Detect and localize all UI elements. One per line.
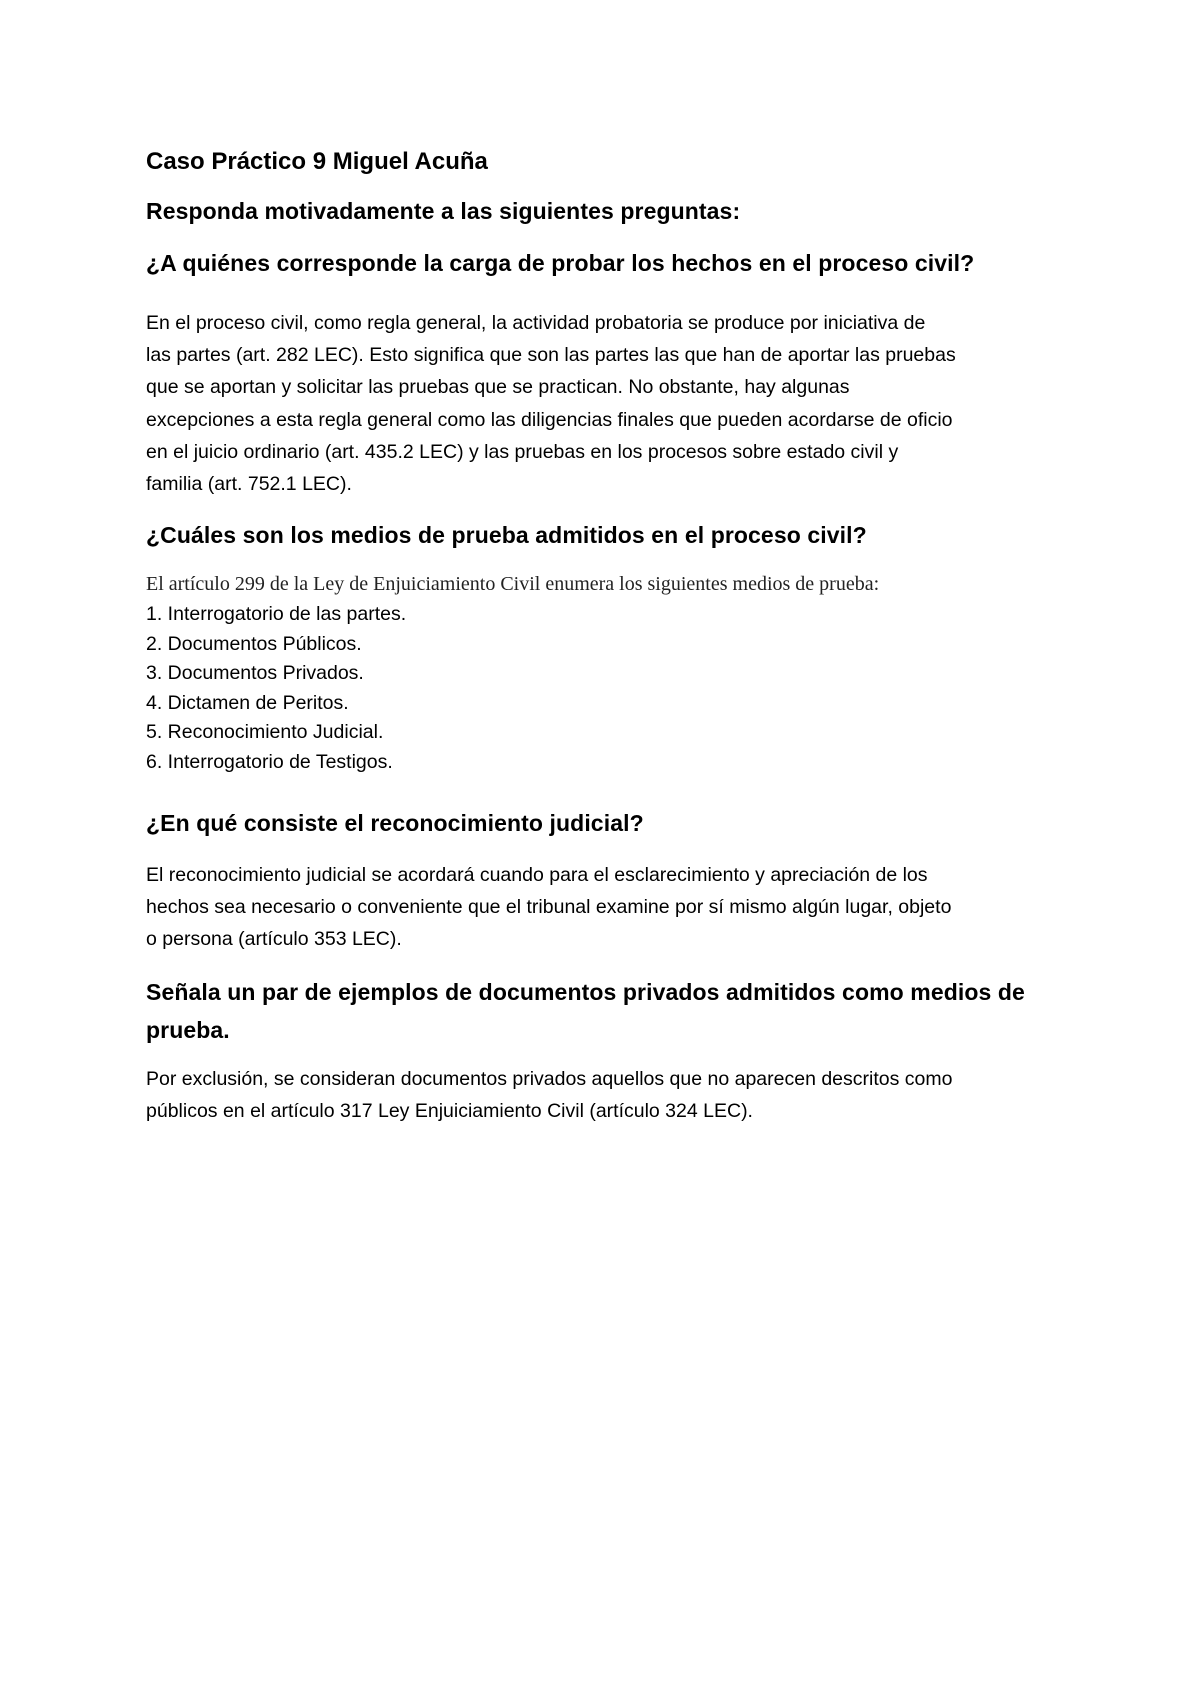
list-item: 4. Dictamen de Peritos. <box>146 691 349 714</box>
question-4-heading: Señala un par de ejemplos de documentos privados admitidos como medios de prueba. <box>146 979 1025 1043</box>
answer-line: familia (art. 752.1 LEC). <box>146 473 352 496</box>
answer-line: las partes (art. 282 LEC). Esto significa que son las partes las que han de aportar las pruebas <box>146 344 956 367</box>
document-title: Caso Práctico 9 Miguel Acuña <box>146 148 488 175</box>
answer-line: En el proceso civil, como regla general, la actividad probatoria se produce por iniciativa de <box>146 312 926 334</box>
answer-line: excepciones a esta regla general como las diligencias finales que pueden acordarse de oficio <box>146 408 953 431</box>
question-1-heading: ¿A quiénes corresponde la carga de probar los hechos en el proceso civil? <box>146 250 975 276</box>
answer-4-paragraph <box>146 1063 1066 1127</box>
list-item: 3. Documentos Privados. <box>146 662 364 684</box>
list-item: 2. Documentos Públicos. <box>146 632 362 655</box>
instruction-heading: Responda motivadamente a las siguientes preguntas: <box>146 198 741 224</box>
answer-line: o persona (artículo 353 LEC). <box>146 928 402 951</box>
answer-1-paragraph <box>146 307 1066 500</box>
answer-line: que se aportan y solicitar las pruebas que se practican. No obstante, hay algunas <box>146 376 850 399</box>
answer-line: Por exclusión, se consideran documentos privados aquellos que no aparecen descritos como <box>146 1068 953 1090</box>
list-item: 5. Reconocimiento Judicial. <box>146 721 384 743</box>
answer-line: públicos en el artículo 317 Ley Enjuiciamiento Civil (artículo 324 LEC). <box>146 1100 753 1123</box>
question-3-heading: ¿En qué consiste el reconocimiento judicial? <box>146 810 644 836</box>
list-item: 1. Interrogatorio de las partes. <box>146 603 407 625</box>
answer-line: El reconocimiento judicial se acordará cuando para el esclarecimiento y apreciación de los <box>146 864 928 886</box>
evidence-list <box>146 600 406 777</box>
answer-line: hechos sea necesario o conveniente que el tribunal examine por sí mismo algún lugar, objeto <box>146 896 952 919</box>
list-item: 6. Interrogatorio de Testigos. <box>146 750 393 773</box>
answer-3-paragraph <box>146 859 1066 956</box>
evidence-intro-text: El artículo 299 de la Ley de Enjuiciamiento Civil enumera los siguientes medios de prueba: <box>146 573 880 595</box>
answer-line: en el juicio ordinario (art. 435.2 LEC) y las pruebas en los procesos sobre estado civil y <box>146 440 899 463</box>
question-2-heading: ¿Cuáles son los medios de prueba admitidos en el proceso civil? <box>146 522 867 548</box>
